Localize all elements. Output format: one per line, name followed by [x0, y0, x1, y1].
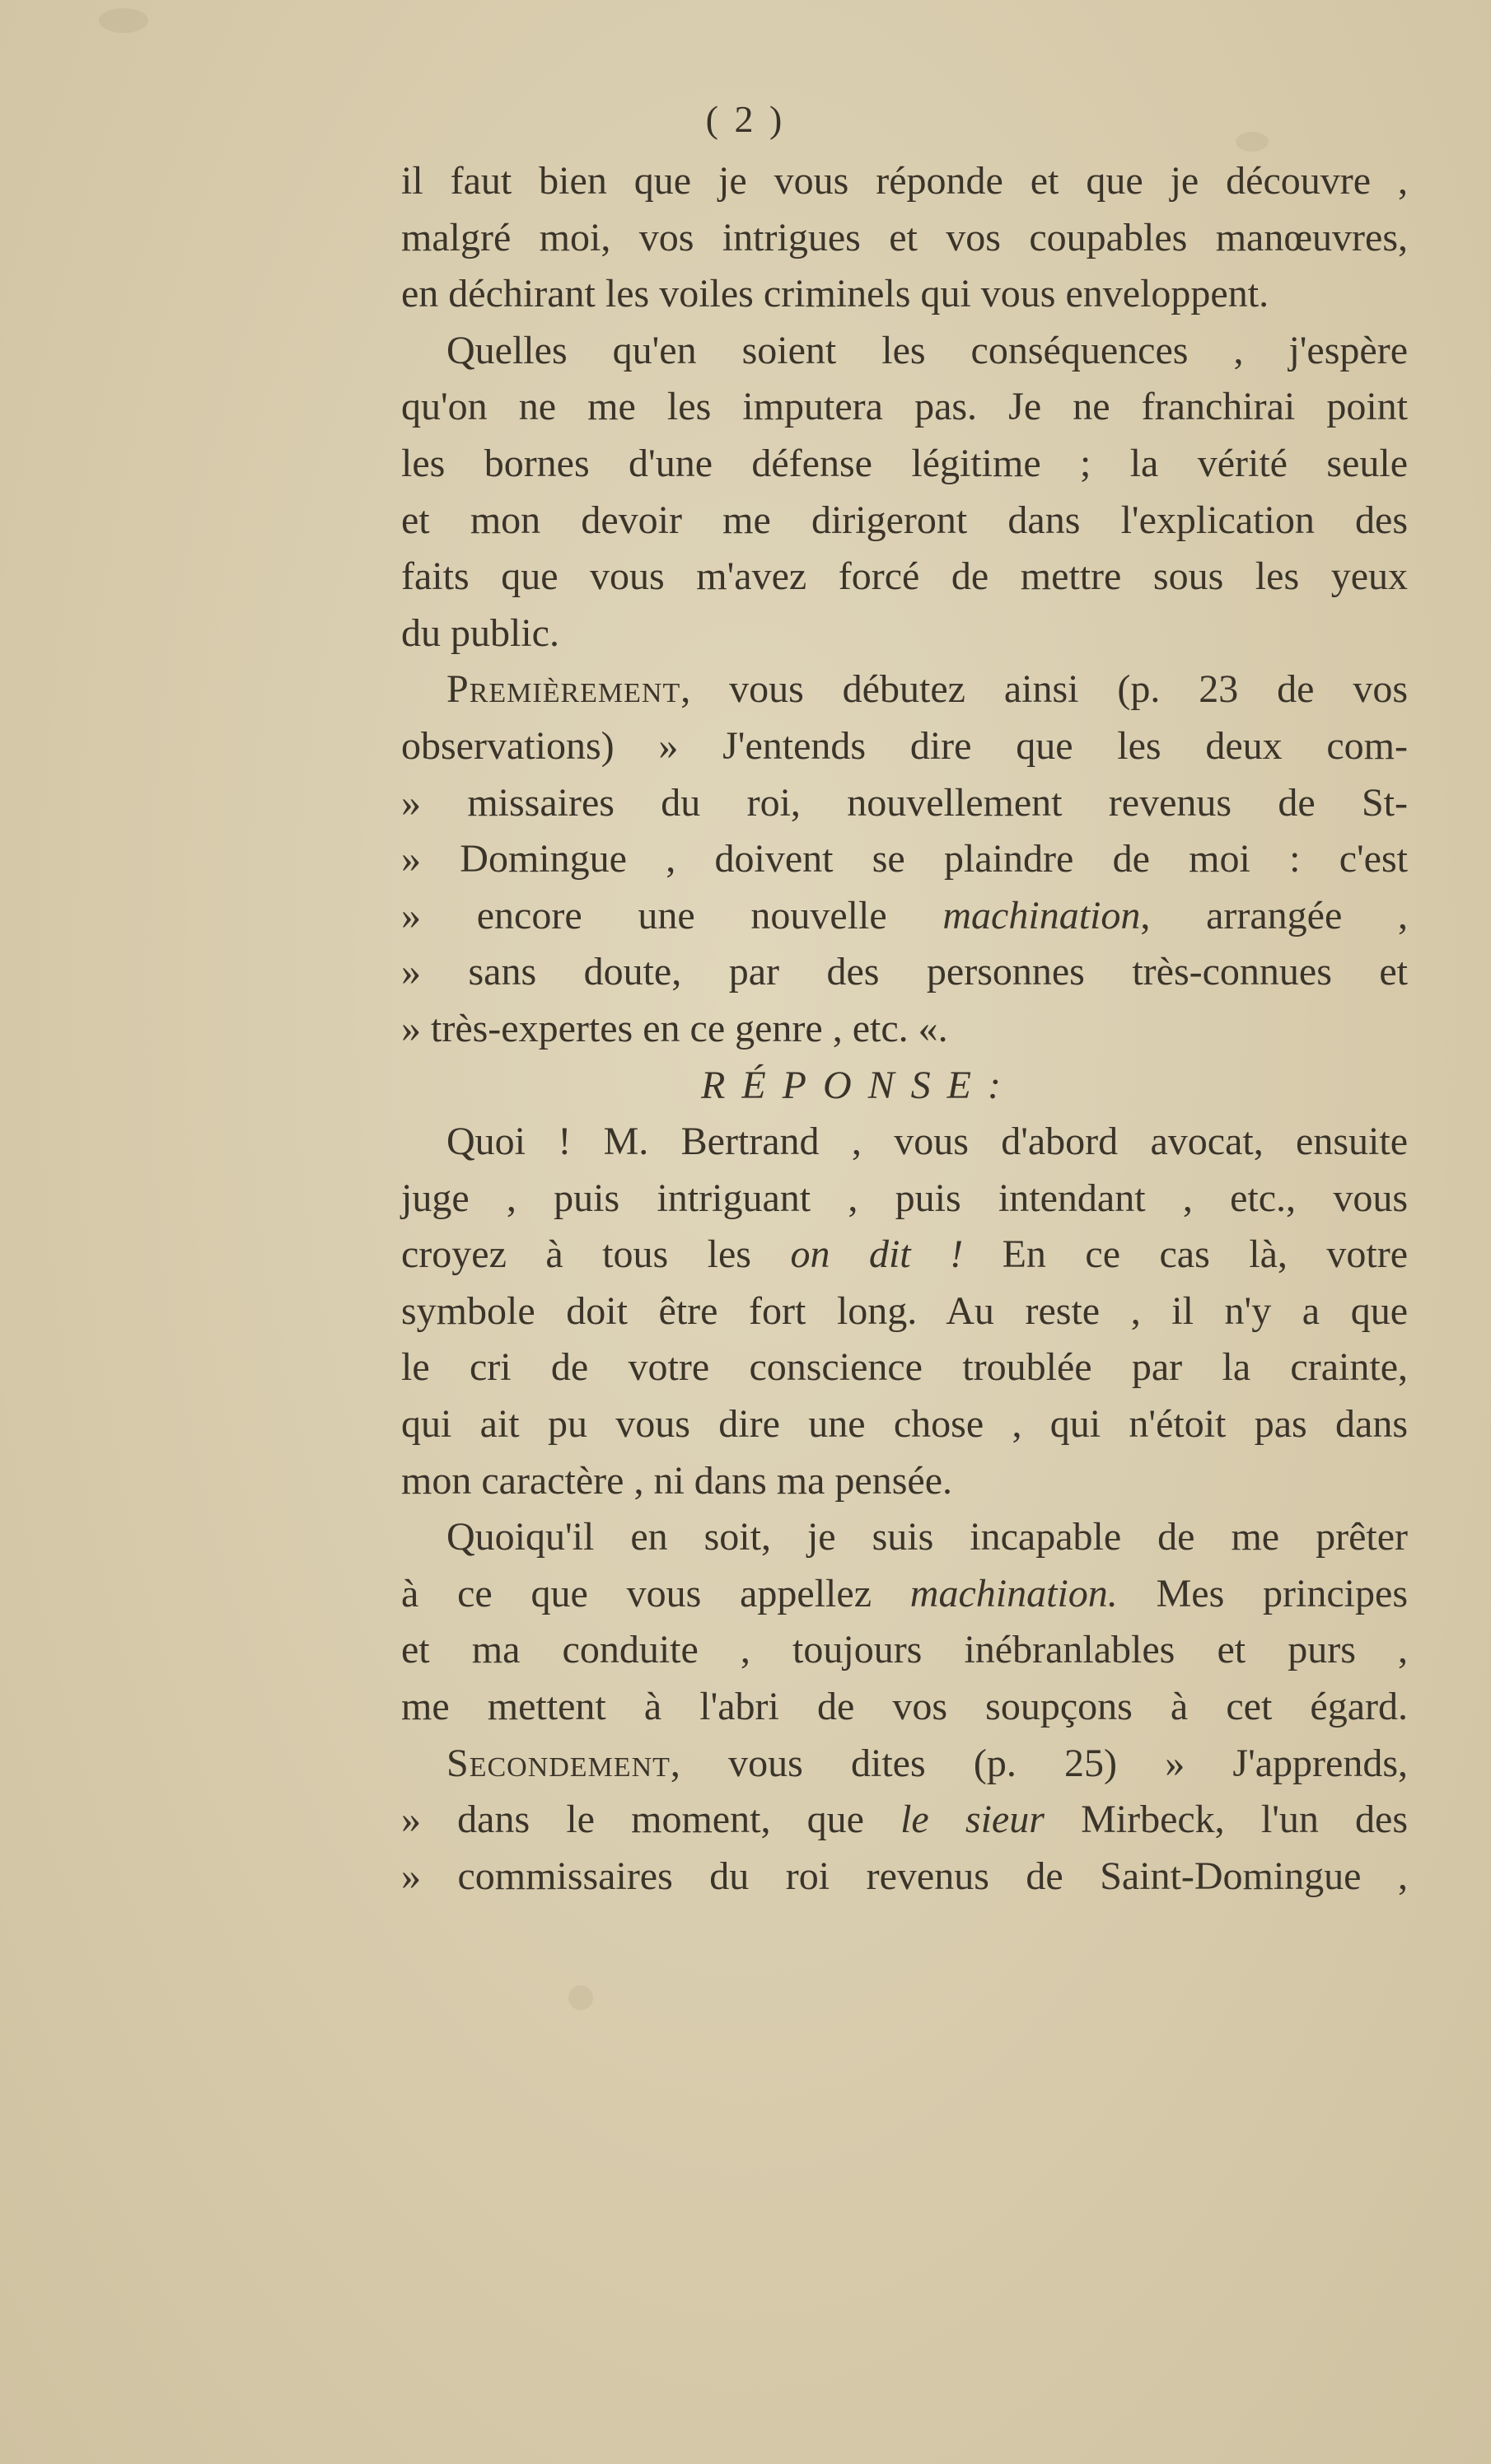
- text-line: [401, 1114, 1408, 1171]
- text-segment: me mettent à l'abri de vos soupçons à cet égard.: [401, 1685, 1408, 1729]
- text-line: [401, 888, 1408, 945]
- text-line: [401, 1001, 1408, 1058]
- text-line: [401, 1736, 1408, 1793]
- italic-text: le sieur: [900, 1798, 1045, 1842]
- text-line: [401, 436, 1408, 493]
- text-line: [401, 1340, 1408, 1396]
- text-segment: , vous dites (p. 25) » J'apprends,: [670, 1741, 1408, 1785]
- text-segment: qu'on ne me les imputera pas. Je ne franchirai point: [401, 385, 1408, 429]
- text-line: [401, 662, 1408, 718]
- text-segment: » commissaires du roi revenus de Saint-Domingue ,: [401, 1854, 1408, 1898]
- text-segment: , arrangée ,: [1140, 893, 1409, 937]
- text-segment: Mes principes: [1117, 1571, 1408, 1615]
- text-segment: » encore une nouvelle: [401, 893, 943, 937]
- text-segment: les bornes d'une défense légitime ; la vérité seule: [401, 441, 1408, 485]
- page-number: ( 2 ): [705, 98, 786, 140]
- text-segment: symbole doit être fort long. Au reste , il n'y a que: [401, 1288, 1408, 1333]
- section-heading: [401, 1058, 1408, 1115]
- text-line: [401, 549, 1408, 605]
- text-segment: Quoiqu'il en soit, je suis incapable de me prêter: [446, 1515, 1408, 1559]
- text-segment: » missaires du roi, nouvellement revenus de St-: [401, 780, 1408, 825]
- text-segment: il faut bien que je vous réponde et que je découvre ,: [401, 159, 1408, 203]
- text-line: [401, 944, 1408, 1001]
- text-segment: et ma conduite , toujours inébranlables et purs ,: [401, 1628, 1408, 1672]
- text-line: [401, 831, 1408, 888]
- text-line: [401, 1227, 1408, 1283]
- text-line: [401, 718, 1408, 775]
- text-segment: En ce cas là, votre: [963, 1232, 1409, 1277]
- text-line: [401, 775, 1408, 832]
- small-caps-text: Premièrement: [446, 667, 681, 712]
- text-segment: faits que vous m'avez forcé de mettre sous les yeux: [401, 554, 1408, 599]
- text-line: [401, 605, 1408, 662]
- text-line: [401, 153, 1408, 210]
- text-segment: Quelles qu'en soient les conséquences , j'espère: [446, 328, 1408, 372]
- text-line: [401, 1679, 1408, 1736]
- text-line: [401, 1792, 1408, 1849]
- paper-stain: [99, 8, 148, 33]
- text-segment: malgré moi, vos intrigues et vos coupables manœuvres,: [401, 215, 1408, 259]
- text-segment: à ce que vous appellez: [401, 1571, 910, 1615]
- small-caps-text: Secondement: [446, 1741, 671, 1785]
- text-segment: le cri de votre conscience troublée par la crainte,: [401, 1345, 1408, 1390]
- text-line: [401, 379, 1408, 436]
- text-segment: , vous débutez ainsi (p. 23 de vos: [680, 667, 1408, 712]
- text-line: [401, 1622, 1408, 1679]
- italic-text: machination: [942, 893, 1141, 937]
- text-line: [401, 266, 1408, 323]
- body-text: [401, 153, 1408, 1905]
- text-segment: Mirbeck, l'un des: [1044, 1798, 1408, 1842]
- italic-text: on dit !: [790, 1232, 964, 1277]
- paper-stain: [568, 1985, 593, 2010]
- italic-text: machination.: [909, 1571, 1118, 1615]
- text-segment: croyez à tous les: [401, 1232, 791, 1277]
- text-segment: » Domingue , doivent se plaindre de moi : c'est: [401, 837, 1408, 881]
- text-line: [401, 1171, 1408, 1227]
- text-segment: qui ait pu vous dire une chose , qui n'étoit pas dans: [401, 1402, 1408, 1447]
- text-line: [401, 1396, 1408, 1453]
- text-segment: RÉPONSE:: [701, 1063, 1017, 1107]
- text-segment: » dans le moment, que: [401, 1798, 901, 1842]
- text-segment: et mon devoir me dirigeront dans l'explication des: [401, 498, 1408, 542]
- text-segment: observations) » J'entends dire que les deux com-: [401, 723, 1408, 768]
- text-segment: mon caractère , ni dans ma pensée.: [401, 1458, 953, 1503]
- text-line: [401, 1453, 1408, 1510]
- text-segment: » très-expertes en ce genre , etc. «.: [401, 1006, 948, 1050]
- text-line: [401, 1509, 1408, 1566]
- text-segment: en déchirant les voiles criminels qui vous enveloppent.: [401, 272, 1269, 316]
- text-segment: Quoi ! M. Bertrand , vous d'abord avocat, ensuite: [446, 1120, 1408, 1164]
- text-line: [401, 493, 1408, 549]
- text-line: [401, 323, 1408, 380]
- text-segment: du public.: [401, 610, 559, 655]
- text-line: [401, 1283, 1408, 1340]
- text-segment: » sans doute, par des personnes très-connues et: [401, 950, 1408, 994]
- text-line: [401, 210, 1408, 267]
- text-segment: juge , puis intriguant , puis intendant , etc., vous: [401, 1176, 1408, 1220]
- text-line: [401, 1566, 1408, 1623]
- text-line: [401, 1849, 1408, 1905]
